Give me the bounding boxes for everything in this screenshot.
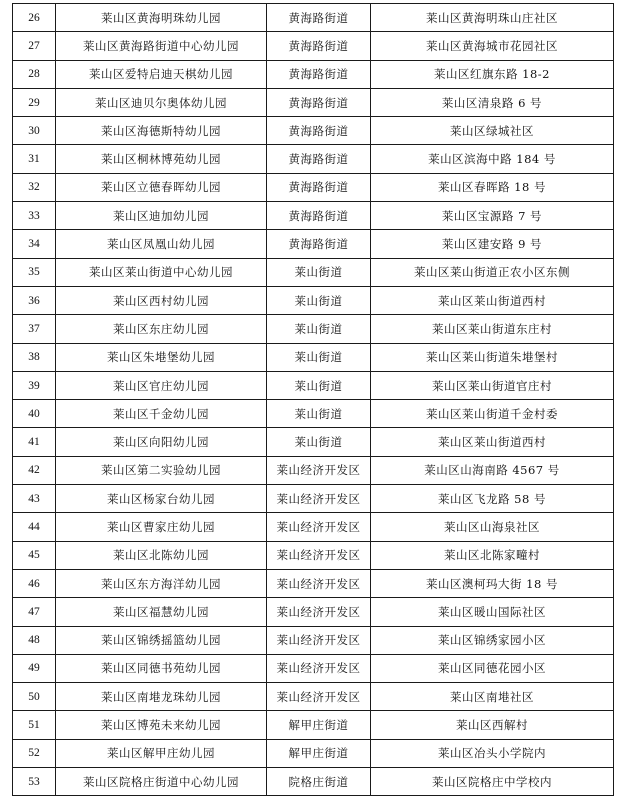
address-cell: 莱山区莱山街道西村 — [371, 428, 614, 456]
street-cell: 莱山街道 — [267, 343, 371, 371]
address-cell: 莱山区院格庄中学校内 — [371, 768, 614, 796]
address-cell: 莱山区西解村 — [371, 711, 614, 739]
street-cell: 黄海路街道 — [267, 173, 371, 201]
row-number-cell: 53 — [13, 768, 56, 796]
kindergarten-name-cell: 莱山区莱山街道中心幼儿园 — [56, 258, 267, 286]
street-cell: 黄海路街道 — [267, 202, 371, 230]
street-cell: 院格庄街道 — [267, 768, 371, 796]
row-number-cell: 51 — [13, 711, 56, 739]
street-cell: 莱山街道 — [267, 428, 371, 456]
table-row — [13, 654, 614, 682]
street-cell: 黄海路街道 — [267, 88, 371, 116]
street-cell: 莱山街道 — [267, 400, 371, 428]
table-row — [13, 343, 614, 371]
address-cell: 莱山区莱山街道西村 — [371, 286, 614, 314]
kindergarten-name-cell: 莱山区朱塂堡幼儿园 — [56, 343, 267, 371]
table-row — [13, 258, 614, 286]
address-cell: 莱山区莱山街道东庄村 — [371, 315, 614, 343]
table-row — [13, 569, 614, 597]
street-cell: 莱山经济开发区 — [267, 626, 371, 654]
kindergarten-name-cell: 莱山区博苑未来幼儿园 — [56, 711, 267, 739]
row-number-cell: 30 — [13, 117, 56, 145]
row-number-cell: 35 — [13, 258, 56, 286]
address-cell: 莱山区黄海城市花园社区 — [371, 32, 614, 60]
kindergarten-name-cell: 莱山区黄海路街道中心幼儿园 — [56, 32, 267, 60]
table-row — [13, 202, 614, 230]
address-cell: 莱山区建安路 9 号 — [371, 230, 614, 258]
table-row — [13, 4, 614, 32]
row-number-cell: 40 — [13, 400, 56, 428]
kindergarten-name-cell: 莱山区千金幼儿园 — [56, 400, 267, 428]
table-row — [13, 428, 614, 456]
row-number-cell: 32 — [13, 173, 56, 201]
table-row — [13, 60, 614, 88]
address-cell: 莱山区莱山街道千金村委 — [371, 400, 614, 428]
row-number-cell: 26 — [13, 4, 56, 32]
kindergarten-name-cell: 莱山区西村幼儿园 — [56, 286, 267, 314]
row-number-cell: 41 — [13, 428, 56, 456]
kindergarten-name-cell: 莱山区凤凰山幼儿园 — [56, 230, 267, 258]
table-row — [13, 286, 614, 314]
street-cell: 莱山经济开发区 — [267, 485, 371, 513]
street-cell: 黄海路街道 — [267, 60, 371, 88]
table-row — [13, 739, 614, 767]
row-number-cell: 47 — [13, 598, 56, 626]
address-cell: 莱山区滨海中路 184 号 — [371, 145, 614, 173]
table-row — [13, 513, 614, 541]
table-row — [13, 711, 614, 739]
kindergarten-name-cell: 莱山区第二实验幼儿园 — [56, 456, 267, 484]
address-cell: 莱山区锦绣家园小区 — [371, 626, 614, 654]
kindergarten-name-cell: 莱山区桐林博苑幼儿园 — [56, 145, 267, 173]
table-row — [13, 117, 614, 145]
address-cell: 莱山区同德花园小区 — [371, 654, 614, 682]
table-row — [13, 456, 614, 484]
row-number-cell: 43 — [13, 485, 56, 513]
table-row — [13, 598, 614, 626]
table-row — [13, 173, 614, 201]
table-row — [13, 400, 614, 428]
kindergarten-table — [12, 3, 614, 796]
kindergarten-name-cell: 莱山区东方海洋幼儿园 — [56, 569, 267, 597]
address-cell: 莱山区冶头小学院内 — [371, 739, 614, 767]
address-cell: 莱山区南塂社区 — [371, 683, 614, 711]
kindergarten-name-cell: 莱山区南塂龙珠幼儿园 — [56, 683, 267, 711]
kindergarten-name-cell: 莱山区解甲庄幼儿园 — [56, 739, 267, 767]
table-body — [13, 4, 614, 796]
kindergarten-name-cell: 莱山区北陈幼儿园 — [56, 541, 267, 569]
address-cell: 莱山区莱山街道官庄村 — [371, 371, 614, 399]
address-cell: 莱山区莱山街道朱塂堡村 — [371, 343, 614, 371]
row-number-cell: 37 — [13, 315, 56, 343]
kindergarten-name-cell: 莱山区锦绣摇篮幼儿园 — [56, 626, 267, 654]
street-cell: 莱山经济开发区 — [267, 513, 371, 541]
address-cell: 莱山区暖山国际社区 — [371, 598, 614, 626]
address-cell: 莱山区绿城社区 — [371, 117, 614, 145]
table-row — [13, 626, 614, 654]
street-cell: 莱山经济开发区 — [267, 683, 371, 711]
table-row — [13, 230, 614, 258]
kindergarten-name-cell: 莱山区官庄幼儿园 — [56, 371, 267, 399]
table-row — [13, 145, 614, 173]
kindergarten-name-cell: 莱山区杨家台幼儿园 — [56, 485, 267, 513]
row-number-cell: 33 — [13, 202, 56, 230]
street-cell: 黄海路街道 — [267, 145, 371, 173]
street-cell: 莱山经济开发区 — [267, 569, 371, 597]
kindergarten-name-cell: 莱山区东庄幼儿园 — [56, 315, 267, 343]
street-cell: 莱山经济开发区 — [267, 456, 371, 484]
street-cell: 解甲庄街道 — [267, 739, 371, 767]
street-cell: 莱山经济开发区 — [267, 541, 371, 569]
address-cell: 莱山区北陈家疃村 — [371, 541, 614, 569]
kindergarten-name-cell: 莱山区曹家庄幼儿园 — [56, 513, 267, 541]
kindergarten-name-cell: 莱山区黄海明珠幼儿园 — [56, 4, 267, 32]
table-row — [13, 541, 614, 569]
row-number-cell: 28 — [13, 60, 56, 88]
row-number-cell: 27 — [13, 32, 56, 60]
street-cell: 解甲庄街道 — [267, 711, 371, 739]
kindergarten-name-cell: 莱山区福慧幼儿园 — [56, 598, 267, 626]
address-cell: 莱山区清泉路 6 号 — [371, 88, 614, 116]
table-row — [13, 768, 614, 796]
row-number-cell: 39 — [13, 371, 56, 399]
row-number-cell: 31 — [13, 145, 56, 173]
street-cell: 莱山经济开发区 — [267, 654, 371, 682]
address-cell: 莱山区黄海明珠山庄社区 — [371, 4, 614, 32]
street-cell: 莱山街道 — [267, 315, 371, 343]
kindergarten-name-cell: 莱山区海德斯特幼儿园 — [56, 117, 267, 145]
street-cell: 黄海路街道 — [267, 4, 371, 32]
table-row — [13, 315, 614, 343]
row-number-cell: 34 — [13, 230, 56, 258]
row-number-cell: 45 — [13, 541, 56, 569]
row-number-cell: 49 — [13, 654, 56, 682]
street-cell: 莱山街道 — [267, 286, 371, 314]
street-cell: 黄海路街道 — [267, 117, 371, 145]
kindergarten-name-cell: 莱山区迪贝尔奥体幼儿园 — [56, 88, 267, 116]
table-row — [13, 683, 614, 711]
kindergarten-name-cell: 莱山区院格庄街道中心幼儿园 — [56, 768, 267, 796]
row-number-cell: 46 — [13, 569, 56, 597]
row-number-cell: 29 — [13, 88, 56, 116]
address-cell: 莱山区红旗东路 18-2 — [371, 60, 614, 88]
address-cell: 莱山区宝源路 7 号 — [371, 202, 614, 230]
kindergarten-name-cell: 莱山区立德春晖幼儿园 — [56, 173, 267, 201]
street-cell: 莱山街道 — [267, 258, 371, 286]
row-number-cell: 52 — [13, 739, 56, 767]
street-cell: 莱山街道 — [267, 371, 371, 399]
kindergarten-name-cell: 莱山区爱特启迪天棋幼儿园 — [56, 60, 267, 88]
kindergarten-name-cell: 莱山区迪加幼儿园 — [56, 202, 267, 230]
address-cell: 莱山区莱山街道正农小区东侧 — [371, 258, 614, 286]
table-row — [13, 88, 614, 116]
address-cell: 莱山区山海泉社区 — [371, 513, 614, 541]
street-cell: 黄海路街道 — [267, 32, 371, 60]
row-number-cell: 38 — [13, 343, 56, 371]
address-cell: 莱山区飞龙路 58 号 — [371, 485, 614, 513]
address-cell: 莱山区春晖路 18 号 — [371, 173, 614, 201]
row-number-cell: 42 — [13, 456, 56, 484]
row-number-cell: 44 — [13, 513, 56, 541]
row-number-cell: 50 — [13, 683, 56, 711]
street-cell: 莱山经济开发区 — [267, 598, 371, 626]
address-cell: 莱山区澳柯玛大街 18 号 — [371, 569, 614, 597]
table-row — [13, 485, 614, 513]
row-number-cell: 48 — [13, 626, 56, 654]
table-row — [13, 371, 614, 399]
table-row — [13, 32, 614, 60]
kindergarten-name-cell: 莱山区向阳幼儿园 — [56, 428, 267, 456]
row-number-cell: 36 — [13, 286, 56, 314]
street-cell: 黄海路街道 — [267, 230, 371, 258]
kindergarten-name-cell: 莱山区同德书苑幼儿园 — [56, 654, 267, 682]
address-cell: 莱山区山海南路 4567 号 — [371, 456, 614, 484]
